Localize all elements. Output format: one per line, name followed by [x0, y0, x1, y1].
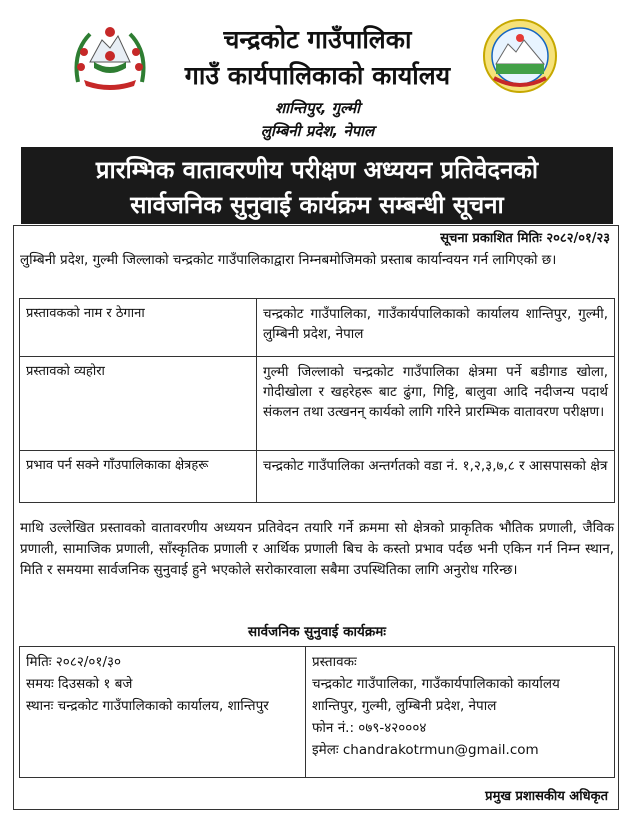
proposer-address: शान्तिपुर, गुल्मी, लुम्बिनी प्रदेश, नेपाल — [312, 698, 497, 714]
table-label: प्रभाव पर्न सक्ने गाँउपालिकाका क्षेत्रहरू — [20, 451, 257, 502]
intro-paragraph: लुम्बिनी प्रदेश, गुल्मी जिल्लाको चन्द्रकोट गाउँपालिकाद्वारा निम्नबमोजिमको प्रस्ताब कार्यान्वयन गर्न लागिएको छ। — [20, 252, 557, 268]
proposer-heading: प्रस्तावकः — [312, 654, 357, 670]
table-row — [20, 357, 614, 451]
proposal-table — [19, 298, 615, 503]
table-value: चन्द्रकोट गाउँपालिका अन्तर्गतको वडा नं. १,२,३,७,८ र आसपासको क्षेत्र — [263, 458, 608, 474]
table-label: प्रस्तावको व्यहोरा — [20, 357, 257, 450]
proposer-phone: फोन नं.: ०७९-४२०००४ — [312, 720, 427, 736]
table-row — [20, 451, 614, 503]
request-paragraph: माथि उल्लेखित प्रस्तावको वातावरणीय अध्ययन प्रतिवेदन तयारि गर्ने क्रममा सो क्षेत्रको प्राकृतिक भौतिक प्रणाली, जैविक प्रणाली, सामाजिक प्रणाली, साँस्कृतिक प्रणाली र आर्थिक प्रणाली बिच के कस्तो प्रभाव पर्दछ भनी एकिन गर्न निम्न स्थान, मिति र समयमा सार्वजनिक सुनुवाई हुने भएकोले सरोकारवाला सबैमा उपस्थितिका लागि अनुरोध गरिन्छ। — [20, 520, 614, 578]
municipality-name: चन्द्रकोट गाउँपालिका — [223, 25, 412, 54]
program-date: मितिः २०८२/०१/३० — [26, 654, 122, 670]
program-details-box — [19, 646, 615, 778]
proposer-office: चन्द्रकोट गाउँपालिका, गाउँकार्यपालिकाको कार्यालय — [312, 676, 560, 692]
program-place: स्थानः चन्द्रकोट गाउँपालिकाको कार्यालय, शान्तिपुर — [26, 698, 269, 714]
notice-body — [13, 225, 619, 810]
letterhead — [0, 0, 635, 150]
table-value: चन्द्रकोट गाउँपालिका, गाउँकार्यपालिकाको कार्यालय शान्तिपुर, गुल्मी, लुम्बिनी प्रदेश, नेपाल — [263, 306, 608, 342]
notice-title-band — [21, 147, 613, 224]
notice-title-line1: प्रारम्भिक वातावरणीय परीक्षण अध्ययन प्रतिवेदनको — [95, 156, 539, 184]
proposer-details — [306, 647, 614, 777]
program-title: सार्वजनिक सुनुवाई कार्यक्रमः — [247, 624, 386, 640]
office-address-local: शान्तिपुर, गुल्मी — [274, 99, 361, 117]
proposer-email: इमेलः chandrakotrmun@gmail.com — [312, 742, 539, 758]
program-time: समयः दिउसको १ बजे — [26, 676, 133, 692]
table-row — [20, 299, 614, 357]
table-label: प्रस्तावकको नाम र ठेगाना — [20, 299, 257, 356]
program-schedule — [20, 647, 306, 777]
signatory-title: प्रमुख प्रशासकीय अधिकृत — [485, 789, 608, 804]
table-value: गुल्मी जिल्लाको चन्द्रकोट गाउँपालिका क्षेत्रमा पर्ने बडीगाड खोला, गोदीखोला र खहरेहरू बाट ढुंगा, गिट्टि, बालुवा आदि नदीजन्य पदार्थ संकलन तथा उत्खनन् कार्यको लागि गरिने प्रारम्भिक वातावरण परीक्षण। — [263, 364, 608, 420]
office-name: गाउँ कार्यपालिकाको कार्यालय — [184, 61, 451, 90]
published-date: सूचना प्रकाशित मितिः २०८२/०१/२३ — [440, 231, 610, 246]
office-address-province: लुम्बिनी प्रदेश, नेपाल — [260, 122, 375, 140]
notice-title-line2: सार्वजनिक सुनुवाई कार्यक्रम सम्बन्धी सूचना — [130, 191, 504, 219]
